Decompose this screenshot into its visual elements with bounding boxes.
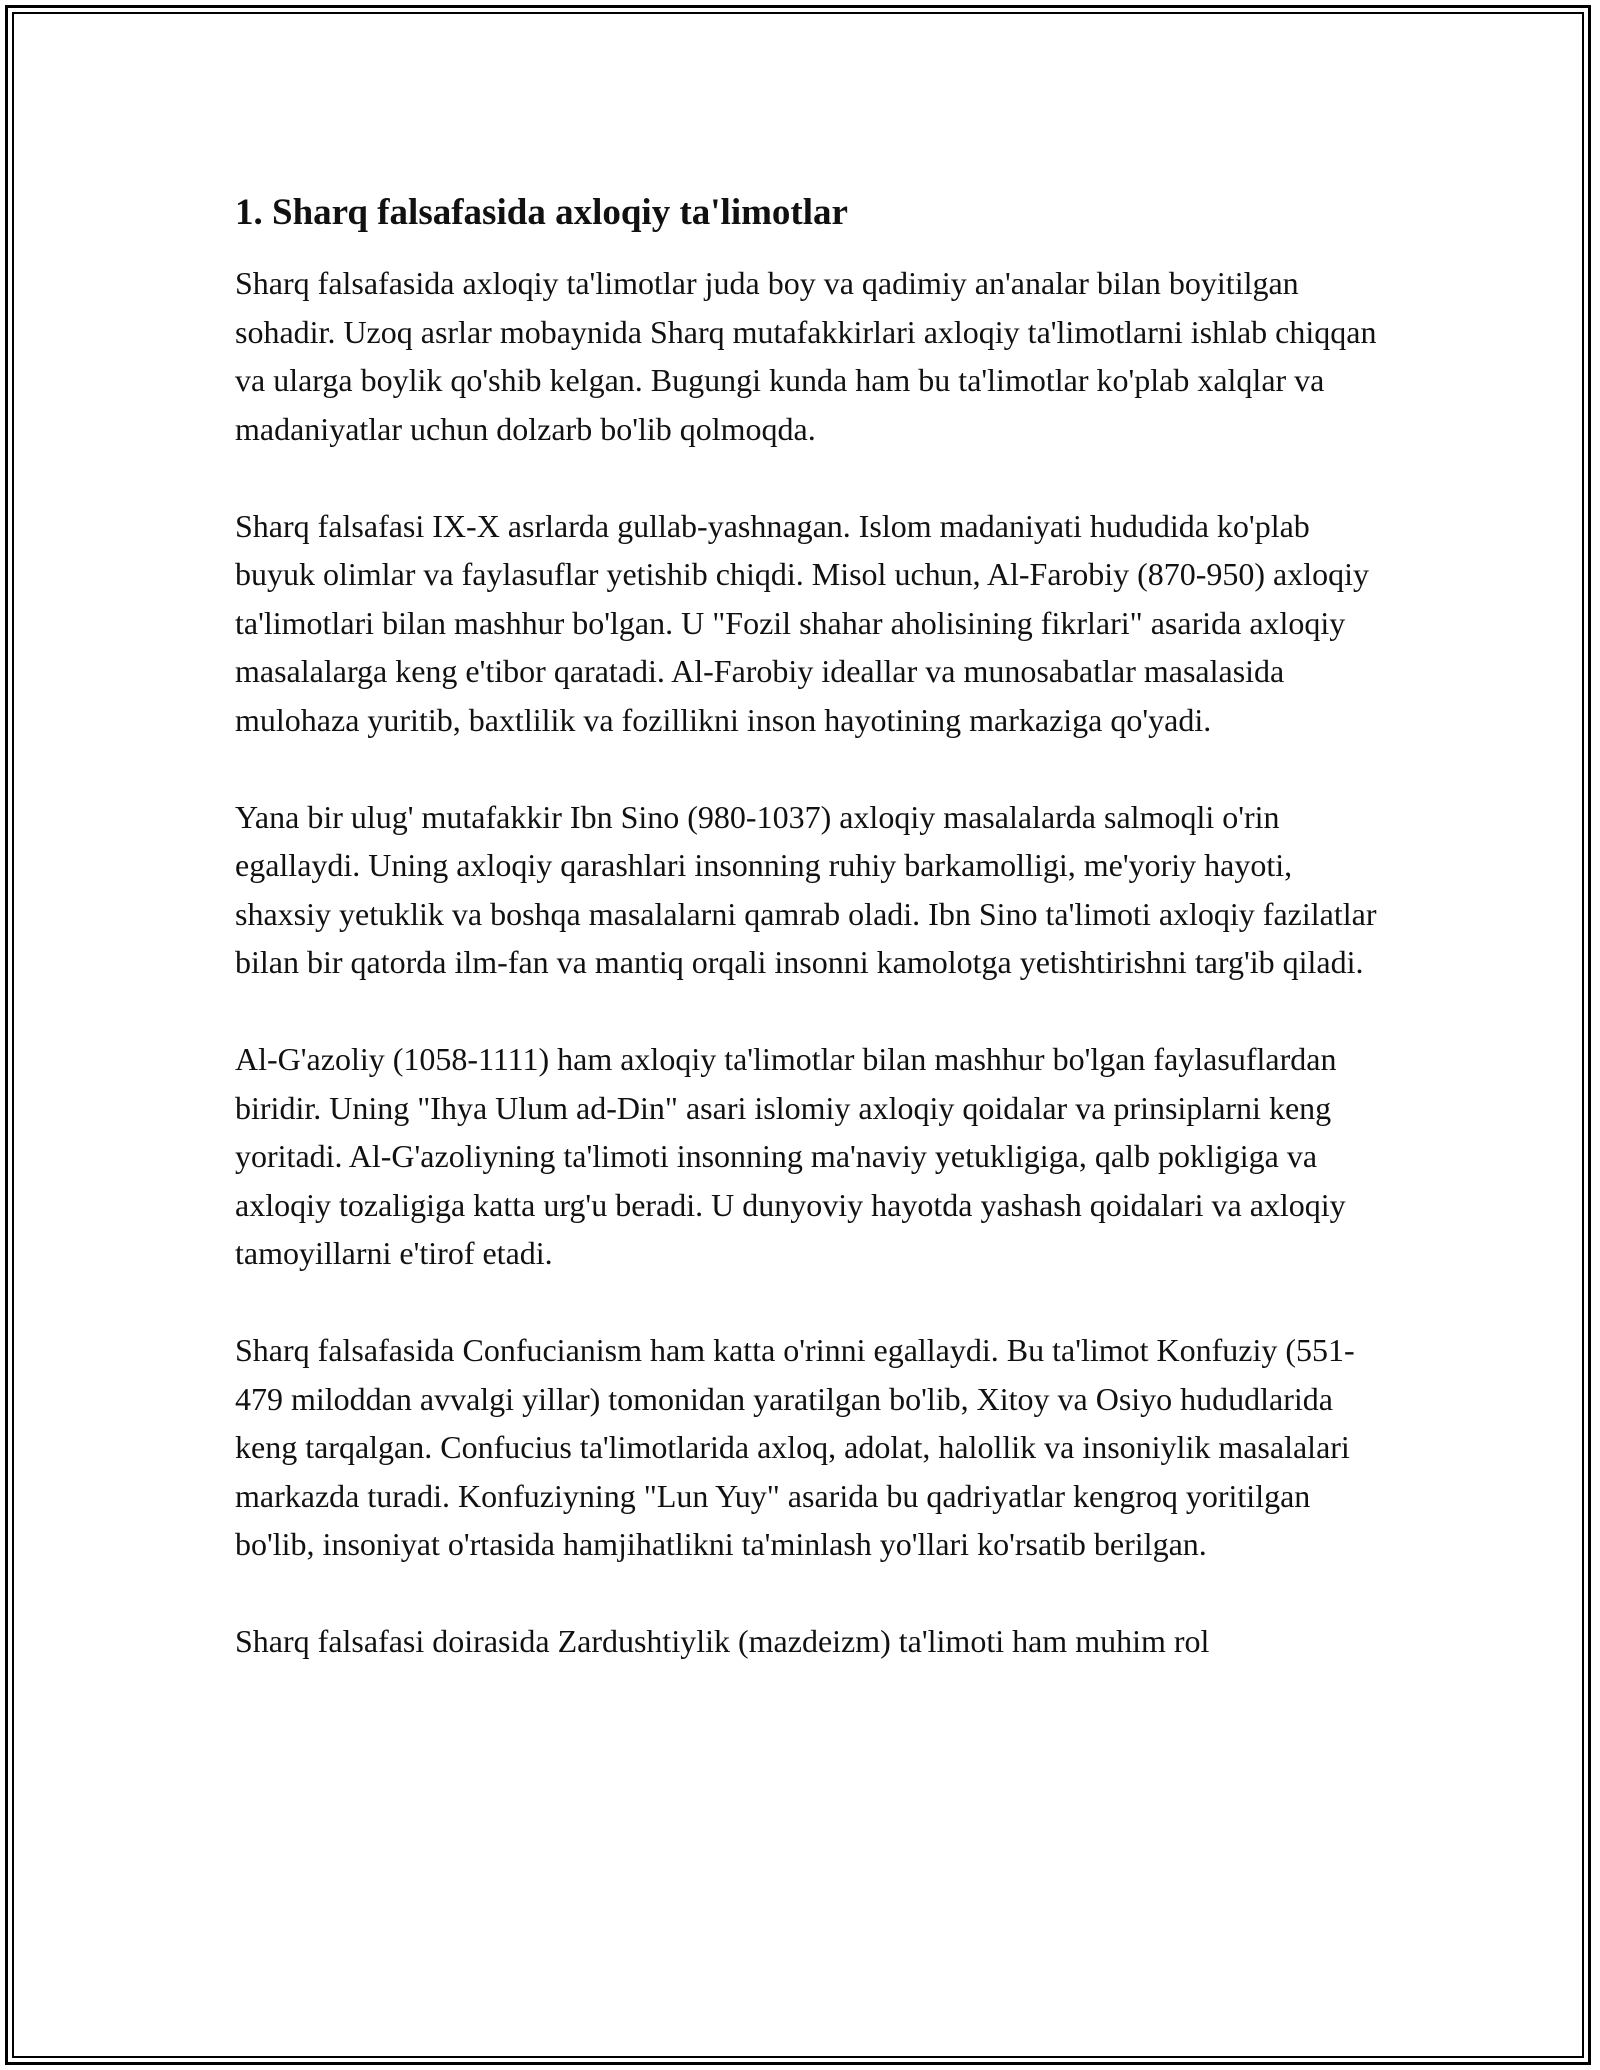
paragraph: Sharq falsafasida axloqiy ta'limotlar juda boy va qadimiy an'analar bilan boyitilgan sohadir. Uzoq asrlar mobaynida Sharq mutafakkirlari axloqiy ta'limotlarni ishlab chiqqan va ularga boylik qo'shib kelgan. Bugungi kunda ham bu ta'limotlar ko'plab xalqlar va madaniyatlar uchun dolzarb bo'lib qolmoqda. [235,265,1377,447]
paragraph: Sharq falsafasi doirasida Zardushtiylik (mazdeizm) ta'limoti ham muhim rol [235,1623,1210,1659]
paragraph: Sharq falsafasi IX-X asrlarda gullab-yashnagan. Islom madaniyati hududida ko'plab buyuk olimlar va faylasuflar yetishib chiqdi. Misol uchun, Al-Farobiy (870-950) axloqiy ta'limotlari bilan mashhur bo'lgan. U "Fozil shahar aholisining fikrlari" asarida axloqiy masalalarga keng e'tibor qaratadi. Al-Farobiy ideallar va munosabatlar masalasida mulohaza yuritib, baxtlilik va fozillikni inson hayotining markaziga qo'yadi. [235,507,1370,738]
paragraph: Al-G'azoliy (1058-1111) ham axloqiy ta'limotlar bilan mashhur bo'lgan faylasuflardan biridir. Uning "Ihya Ulum ad-Din" asari islomiy axloqiy qoidalar va prinsiplarni keng yoritadi. Al-G'azoliyning ta'limoti insonning ma'naviy yetukligiga, qalb pokligiga va axloqiy tozaligiga katta urg'u beradi. U dunyoviy hayotda yashash qoidalari va axloqiy tamoyillarni e'tirof etadi. [235,1041,1346,1271]
document-body [235,187,1380,1714]
paragraph: Yana bir ulug' mutafakkir Ibn Sino (980-1037) axloqiy masalalarda salmoqli o'rin egallaydi. Uning axloqiy qarashlari insonning ruhiy barkamolligi, me'yoriy hayoti, shaxsiy yetuklik va boshqa masalalarni qamrab oladi. Ibn Sino ta'limoti axloqiy fazilatlar bilan bir qatorda ilm-fan va mantiq orqali insonni kamolotga yetishtirishni targ'ib qiladi. [235,798,1377,980]
paragraph: Sharq falsafasida Confucianism ham katta o'rinni egallaydi. Bu ta'limot Konfuziy (551-479 miloddan avvalgi yillar) tomonidan yaratilgan bo'lib, Xitoy va Osiyo hududlarida keng tarqalgan. Confucius ta'limotlarida axloq, adolat, halollik va insoniylik masalalari markazda turadi. Konfuziyning "Lun Yuy" asarida bu qadriyatlar kengroq yoritilgan bo'lib, insoniyat o'rtasida hamjihatlikni ta'minlash yo'llari ko'rsatib berilgan. [235,1332,1355,1562]
section-heading: 1. Sharq falsafasida axloqiy ta'limotlar [235,192,848,233]
